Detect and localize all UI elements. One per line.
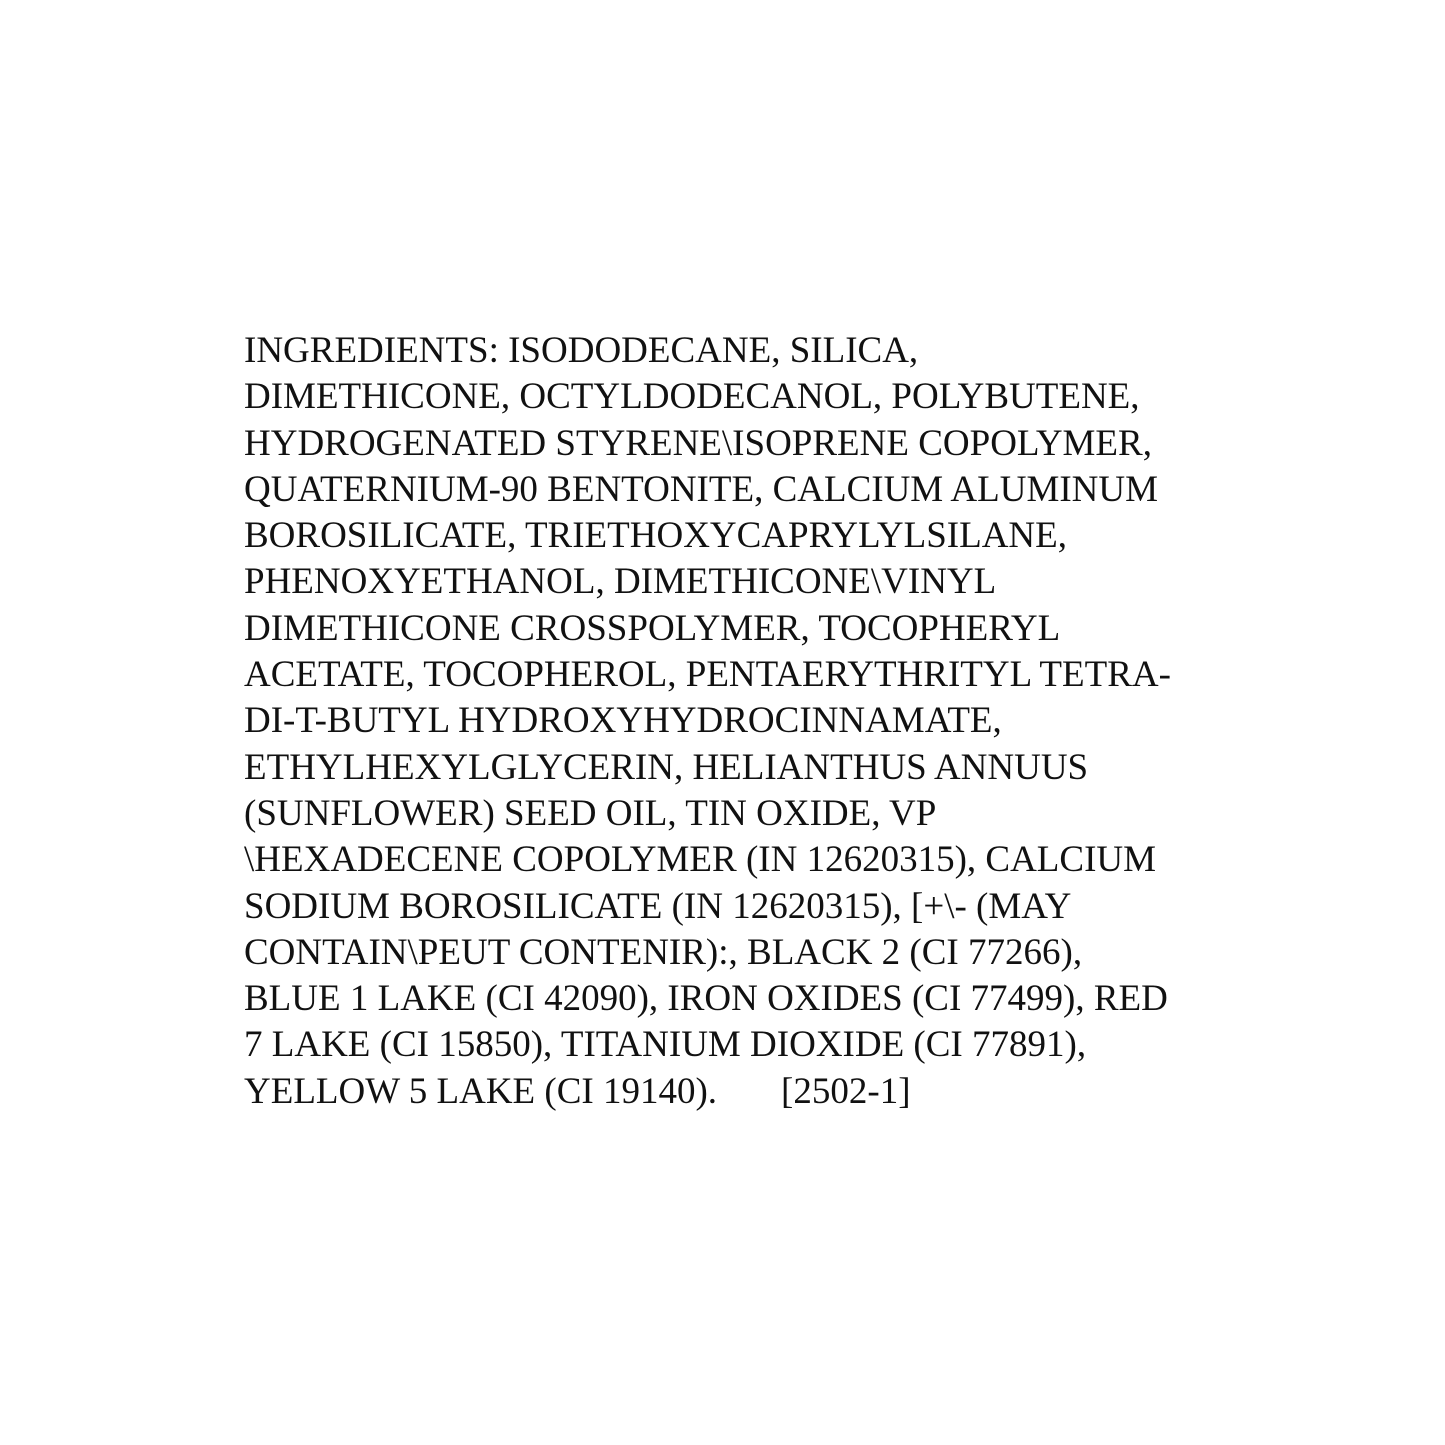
ingredients-line: PHENOXYETHANOL, DIMETHICONE\VINYL bbox=[244, 561, 997, 603]
ingredients-line: BOROSILICATE, TRIETHOXYCAPRYLYLSILANE, bbox=[244, 515, 1067, 557]
ingredients-line: INGREDIENTS: ISODODECANE, SILICA, bbox=[244, 330, 919, 371]
ingredients-line: 7 LAKE (CI 15850), TITANIUM DIOXIDE (CI 77891), bbox=[244, 1024, 1087, 1066]
batch-code: [2502-1] bbox=[781, 1070, 911, 1112]
ingredients-line: HYDROGENATED STYRENE\ISOPRENE COPOLYMER, bbox=[244, 422, 1152, 464]
ingredients-line: QUATERNIUM-90 BENTONITE, CALCIUM ALUMINUM bbox=[244, 468, 1158, 510]
ingredients-line: (SUNFLOWER) SEED OIL, TIN OXIDE, VP bbox=[244, 792, 937, 834]
ingredients-line: \HEXADECENE COPOLYMER (IN 12620315), CALCIUM bbox=[244, 839, 1157, 881]
ingredients-line: ETHYLHEXYLGLYCERIN, HELIANTHUS ANNUUS bbox=[244, 746, 1089, 788]
ingredients-list bbox=[244, 328, 1244, 1115]
ingredients-line: CONTAIN\PEUT CONTENIR):, BLACK 2 (CI 77266), bbox=[244, 931, 1083, 973]
ingredients-line: BLUE 1 LAKE (CI 42090), IRON OXIDES (CI 77499), RED bbox=[244, 978, 1168, 1020]
ingredients-line: SODIUM BOROSILICATE (IN 12620315), [+\- (MAY bbox=[244, 885, 1072, 927]
ingredients-line: DI-T-BUTYL HYDROXYHYDROCINNAMATE, bbox=[244, 700, 1002, 742]
ingredients-last-text: YELLOW 5 LAKE (CI 19140). bbox=[244, 1070, 718, 1112]
ingredients-line: ACETATE, TOCOPHEROL, PENTAERYTHRITYL TETRA- bbox=[244, 654, 1171, 696]
ingredients-line: DIMETHICONE CROSSPOLYMER, TOCOPHERYL bbox=[244, 607, 1061, 649]
ingredients-line: DIMETHICONE, OCTYLDODECANOL, POLYBUTENE, bbox=[244, 376, 1140, 418]
ingredients-last-line bbox=[244, 1069, 1244, 1115]
